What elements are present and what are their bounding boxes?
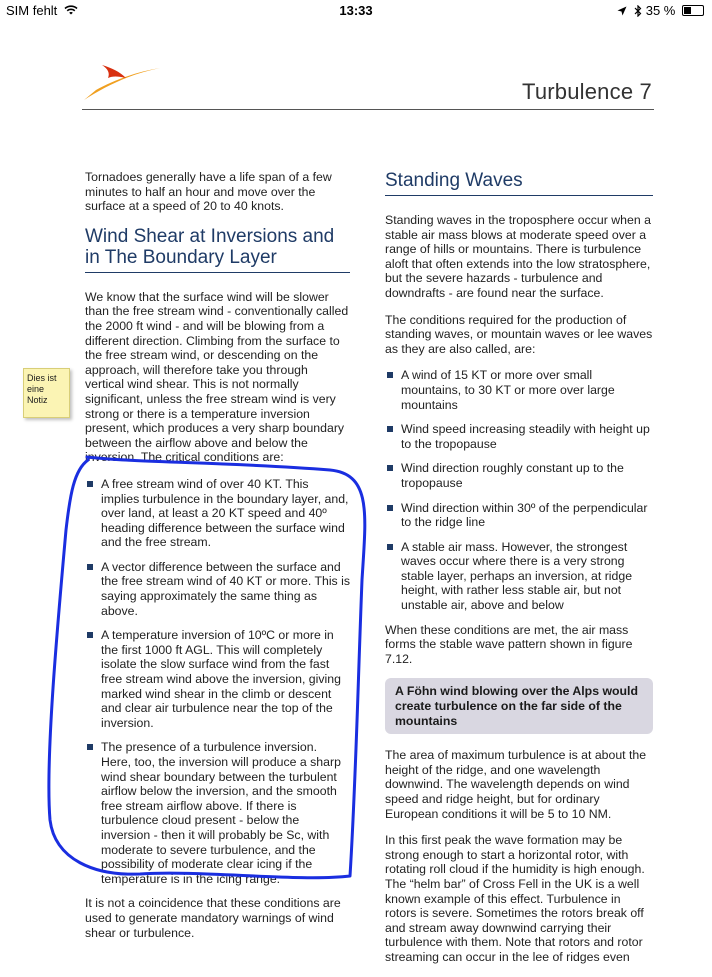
critical-conditions-list [85,477,350,886]
right-column [385,170,653,977]
battery-percent: 35 % [645,3,676,18]
rotor-paragraph: In this first peak the wave formation may be strong enough to start a horizontal rotor, with rotating roll cloud if the humidity is high enough. The “helm bar” of Cross Fell in the UK is a well known example of this effect. Turbulence in rotors is severe. Sometimes the rotors break off and stream away downwind carrying their turbulence with them. Note that rotors and rotor streaming can occur in the lee of ridges even [385,833,645,964]
battery-fill [684,7,691,14]
wind-shear-heading: Wind Shear at Inversions and in The Boundary Layer [85,226,350,273]
status-right [617,3,704,18]
list-item: Wind direction roughly constant up to the tropopause [385,461,653,490]
figure-reference-paragraph: When these conditions are met, the air mass forms the stable wave pattern shown in figure 7.12. [385,622,633,666]
list-item: A vector difference between the surface and the free stream wind of 40 KT or more. This is saying approximately the same thing as above. [85,560,350,618]
status-bar [0,0,712,22]
wave-conditions-list [385,368,653,612]
clock: 13:33 [339,3,373,18]
conditions-intro-paragraph: The conditions required for the production of standing waves, or mountain waves or lee waves as they are also called, are: [385,312,653,356]
closing-paragraph: It is not a coincidence that these conditions are used to generate mandatory warnings of wind shear or turbulence. [85,896,341,940]
wind-shear-paragraph: We know that the surface wind will be slower than the free stream wind - conventionally called the 2000 ft wind - and will be blowing from a different direction. Climbing from the surface to the free stream wind, or descending on the approach, will therefore take you through vertical wind shear. This is not normally significant, unless the free stream wind is very strong or there is a temperature inversion present, which produces a very sharp boundary between the airflow above and below the inversion. The critical conditions are: [85,289,349,465]
max-turbulence-paragraph: The area of maximum turbulence is at about the height of the ridge, and one wavelength downwind. The wavelength depends on wind speed and ridge height, but for ordinary European conditions it will be 5 to 10 NM. [385,748,647,821]
standing-waves-paragraph: Standing waves in the troposphere occur when a stable air mass blows at moderate speed over a range of hills or mountains. There is turbulence aloft that often extends into the low stratosphere, but the severe hazards - turbulence and downdrafts - are found near the surface. [385,213,651,300]
list-item: Wind speed increasing steadily with height up to the tropopause [385,422,653,451]
list-item: A free stream wind of over 40 KT. This implies turbulence in the boundary layer, and, over land, at least a 20 KT speed and 40º heading difference between the surface wind and the free stream. [85,477,350,550]
location-arrow-icon [617,6,627,16]
list-item: A stable air mass. However, the strongest waves occur where there is a very strong stable layer, perhaps an inversion, at ridge height, with rather less stable air, but not unstable air, above and below [385,540,653,613]
standing-waves-heading: Standing Waves [385,170,653,196]
fohn-callout-box: A Föhn wind blowing over the Alps would create turbulence on the far side of the mountains [385,678,653,734]
header-rule [82,109,654,110]
list-item: A temperature inversion of 10ºC or more in the first 1000 ft AGL. This will completely isolate the slow surface wind from the fast free stream wind above the inversion, giving marked wind shear in the climb or descent and clear air turbulence near the top of the inversion. [85,628,350,730]
intro-paragraph: Tornadoes generally have a life span of a few minutes to half an hour and move over the surface at a speed of 20 to 40 knots. [85,170,332,214]
chapter-title: Turbulence 7 [522,79,652,104]
brand-logo [84,58,164,102]
battery-icon [682,5,704,16]
left-column [85,170,350,952]
list-item: The presence of a turbulence inversion. Here, too, the inversion will produce a sharp wind shear boundary between the turbulent airflow below the inversion, and the smooth free stream airflow above. If there is turbulence cloud present - below the inversion - then it will probably be Sc, with moderate to severe turbulence, and the possibility of moderate clear icing if the temperature is in the icing range. [85,740,350,886]
bluetooth-icon [634,5,642,17]
list-item: A wind of 15 KT or more over small mountains, to 30 KT or more over large mountains [385,368,653,412]
list-item: Wind direction within 30º of the perpendicular to the ridge line [385,501,653,530]
carrier-label: SIM fehlt [6,3,58,18]
sticky-note-annotation[interactable]: Dies ist eine Notiz [23,368,70,418]
